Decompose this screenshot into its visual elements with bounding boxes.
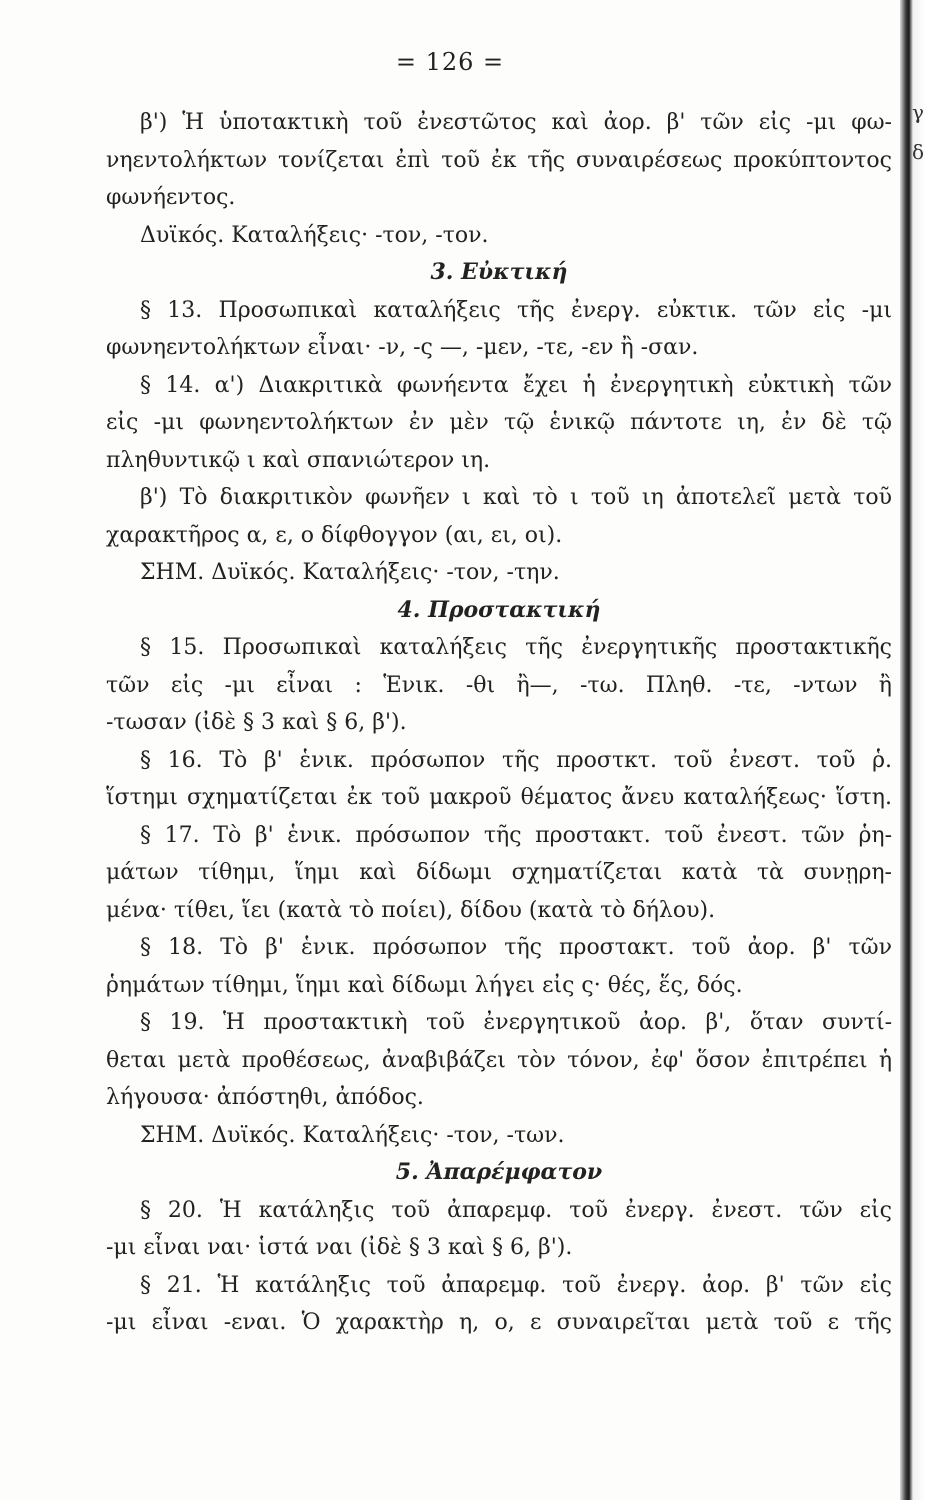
text-line: ῥημάτων τίθημι, ἵημι καὶ δίδωμι λήγει εἰς ς· θές, ἕς, δός. — [106, 972, 743, 998]
next-page-glyph: γ — [912, 100, 924, 124]
text-line: πληθυντικῷ ι καὶ σπανιώτερον ιη. — [106, 447, 491, 473]
text-line: εἰς -μι φωνηεντολήκτων ἐν μὲν τῷ ἑνικῷ πάντοτε ιη, ἐν δὲ τῷ — [106, 410, 892, 435]
text-line: § 21. Ἡ κατάληξις τοῦ ἀπαρεμφ. τοῦ ἐνεργ. ἀορ. β' τῶν εἰς — [140, 1272, 892, 1298]
text-line: β') Τὸ διακριτικὸν φωνῆεν ι καὶ τὸ ι τοῦ ιη ἀποτελεῖ μετὰ τοῦ — [140, 485, 892, 510]
text-line: § 16. Τὸ β' ἑνικ. πρόσωπον τῆς προστκτ. τοῦ ἐνεστ. τοῦ ῥ. — [140, 747, 892, 773]
text-line: φωνήεντος. — [106, 185, 236, 210]
page-text — [106, 104, 892, 1342]
text-line: ΣΗΜ. Δυϊκός. Καταλήξεις· -τον, -την. — [140, 560, 560, 585]
section-heading: 5. Ἀπαρέμφατον — [395, 1159, 603, 1185]
section-heading: 3. Εὐκτική — [430, 259, 568, 285]
text-line: § 17. Τὸ β' ἑνικ. πρόσωπον τῆς προστακτ. τοῦ ἐνεστ. τῶν ῥη- — [140, 822, 892, 848]
next-page-glyph: δ — [912, 140, 925, 164]
text-line: θεται μετὰ προθέσεως, ἀναβιβάζει τὸν τόνον, ἐφ' ὅσον ἐπιτρέπει ἡ — [106, 1047, 892, 1073]
text-line: § 18. Τὸ β' ἑνικ. πρόσωπον τῆς προστακτ. τοῦ ἀορ. β' τῶν — [140, 935, 892, 960]
page-number: = 126 = — [395, 48, 505, 76]
text-line: § 14. α') Διακριτικὰ φωνήεντα ἔχει ἡ ἐνεργητικὴ εὐκτικὴ τῶν — [140, 372, 892, 398]
text-line: χαρακτῆρος α, ε, ο δίφθογγον (αι, ει, οι). — [106, 522, 563, 548]
text-line: β') Ἡ ὑποτακτικὴ τοῦ ἐνεστῶτος καὶ ἀορ. β' τῶν εἰς -μι φω- — [140, 110, 892, 135]
text-line: νηεντολήκτων τονίζεται ἐπὶ τοῦ ἐκ τῆς συναιρέσεως προκύπτοντος — [106, 147, 892, 173]
text-line: -μι εἶναι -εναι. Ὁ χαρακτὴρ η, ο, ε συναιρεῖται μετὰ τοῦ ε τῆς — [106, 1310, 892, 1335]
text-line: -τωσαν (ἰδὲ § 3 καὶ § 6, β'). — [106, 710, 407, 735]
text-line: μένα· τίθει, ἵει (κατὰ τὸ ποίει), δίδου (κατὰ τὸ δήλου). — [106, 897, 716, 923]
text-line: ἵστημι σχηματίζεται ἐκ τοῦ μακροῦ θέματος ἄνευ καταλήξεως· ἵστη. — [106, 785, 892, 810]
text-line: λήγουσα· ἀπόστηθι, ἀπόδος. — [106, 1085, 424, 1110]
text-line: -μι εἶναι ναι· ἱστά ναι (ἰδὲ § 3 καὶ § 6, β'). — [106, 1235, 573, 1260]
book-binding-edge — [900, 0, 926, 1500]
text-line: § 13. Προσωπικαὶ καταλήξεις τῆς ἐνεργ. εὐκτικ. τῶν εἰς -μι — [140, 297, 892, 323]
text-line: τῶν εἰς -μι εἶναι : Ἑνικ. -θι ἢ—, -τω. Πληθ. -τε, -ντων ἢ — [106, 672, 892, 698]
section-heading: 4. Προστακτική — [397, 596, 601, 623]
text-line: § 19. Ἡ προστακτικὴ τοῦ ἐνεργητικοῦ ἀορ. β', ὅταν συντί- — [140, 1010, 892, 1035]
text-line: Δυϊκός. Καταλήξεις· -τον, -τον. — [140, 222, 489, 248]
text-line: ΣΗΜ. Δυϊκός. Καταλήξεις· -τον, -των. — [140, 1122, 565, 1148]
text-line: μάτων τίθημι, ἵημι καὶ δίδωμι σχηματίζεται κατὰ τὰ συνῃρη- — [106, 860, 892, 885]
text-line: § 20. Ἡ κατάληξις τοῦ ἀπαρεμφ. τοῦ ἐνεργ. ἐνεστ. τῶν εἰς — [140, 1197, 892, 1223]
text-line: φωνηεντολήκτων εἶναι· -ν, -ς —, -μεν, -τε, -εν ἢ -σαν. — [106, 335, 699, 360]
text-line: § 15. Προσωπικαὶ καταλήξεις τῆς ἐνεργητικῆς προστακτικῆς — [140, 635, 892, 660]
